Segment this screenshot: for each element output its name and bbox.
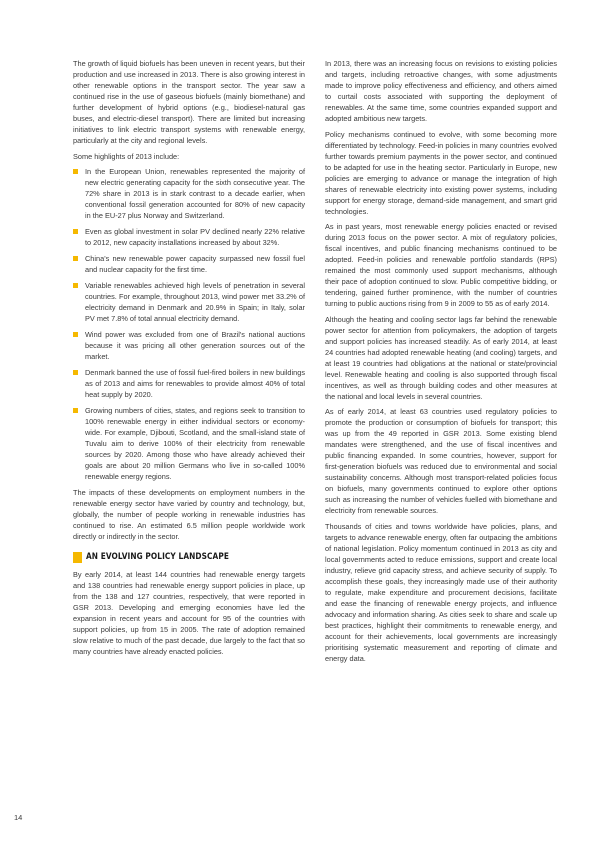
employment-paragraph: The impacts of these developments on employment numbers in the renewable energy sector have varied by country and technology, but, globally, the number of people working in renewable industries has continued to rise. An estimated 6.5 million people worldwide work directly or indirectly in the sector. (73, 488, 305, 541)
list-item (73, 166, 305, 221)
left-column (73, 58, 305, 662)
list-item-text: In the European Union, renewables represented the majority of new electric generating capacity for the sixth consecutive year. The 72% share in 2013 is in stark contrast to a decade earlier, when conventional fossil generation accounted for 80% of new capacity in the EU-27 plus Norway and Switzerland. (85, 167, 305, 220)
bullet-square-icon (73, 370, 78, 375)
list-item-text: Wind power was excluded from one of Brazil's national auctions because it was pricing all other generation sources out of the market. (85, 330, 305, 361)
bullet-square-icon (73, 256, 78, 261)
policy-paragraph: By early 2014, at least 144 countries had renewable energy targets and 138 countries had renewable energy support policies in place, up from the 138 and 127 countries, respectively, that were reported in GSR 2013. Developing and emerging economies have led the expansion in recent years and account for 95 of the countries with support policies, up from 15 in 2005. The rate of adoption remained slow relative to much of the past decade, due largely to the fact that so many countries have already enacted policies. (73, 570, 305, 656)
bullet-square-icon (73, 169, 78, 174)
paragraph: As in past years, most renewable energy policies enacted or revised during 2013 focus on the power sector. A mix of regulatory policies, fiscal incentives, and public financing mechanisms continued to be adopted. Feed-in policies and renewable portfolio standards (RPS) remained the most commonly used support mechanisms, although their pace of adoption continued to slow. Public competitive bidding, or tendering, gained further prominence, with the number of countries turning to public auctions rising from 9 in 2009 to 55 as of early 2014. (325, 222, 557, 308)
paragraph: As of early 2014, at least 63 countries used regulatory policies to promote the production or consumption of biofuels for transport; this was up from the 49 reported in GSR 2013. Some existing blend mandates were strengthened, and the use of fiscal incentives and public financing expanded. In some countries, however, support for first-generation biofuels was reduced due to environmental and social sustainability concerns. Although most transport-related policies focus on biofuels, many governments continued to explore other options such as increasing the number of vehicles fuelled with biomethane and electricity from renewable sources. (325, 407, 557, 515)
right-column (325, 58, 557, 668)
bullet-square-icon (73, 408, 78, 413)
highlights-intro: Some highlights of 2013 include: (73, 151, 180, 161)
section-heading (73, 552, 305, 563)
section-heading-text: AN EVOLVING POLICY LANDSCAPE (86, 552, 229, 562)
bullet-square-icon (73, 283, 78, 288)
list-item-text: Even as global investment in solar PV declined nearly 22% relative to 2012, new capacity installations increased by about 32%. (85, 227, 305, 247)
list-item-text: Denmark banned the use of fossil fuel-fired boilers in new buildings as of 2013 and aims for renewables to provide almost 40% of total heat supply by 2020. (85, 368, 305, 399)
list-item (73, 329, 305, 362)
page-number: 14 (14, 813, 23, 822)
list-item (73, 280, 305, 324)
intro-paragraph: The growth of liquid biofuels has been uneven in recent years, but their production and use increased in 2013. There is also growing interest in other renewable options in the transport sector. The year saw a continued rise in the use of gaseous biofuels (mainly biomethane) and further development of hybrid options (e.g., biodiesel-natural gas buses, and electric-diesel transport). There are limited but increasing initiatives to link electric transport systems with renewable energy, particularly at the city and regional levels. (73, 59, 305, 145)
heading-square-icon (73, 552, 82, 563)
paragraph: In 2013, there was an increasing focus on revisions to existing policies and targets, including retroactive changes, with some adjustments made to improve policy effectiveness and efficiency, and others aimed to curtail costs associated with supporting the deployment of renewables. At the same time, some countries expanded support and adopted ambitious new targets. (325, 59, 557, 123)
list-item-text: China's new renewable power capacity surpassed new fossil fuel and nuclear capacity for the first time. (85, 254, 305, 274)
list-item-text: Variable renewables achieved high levels of penetration in several countries. For example, throughout 2013, wind power met 33.2% of electricity demand in Denmark and 20.9% in Spain; in Italy, solar PV met 7.8% of total annual electricity demand. (85, 281, 305, 323)
highlights-list (73, 166, 305, 482)
bullet-square-icon (73, 229, 78, 234)
paragraph: Policy mechanisms continued to evolve, with some becoming more differentiated by technology. Feed-in policies in many countries evolved further towards premium payments in the power sector, and continued to be adapted for use in the heating sector. Particularly in Europe, new policies are emerging to advance or manage the integration of high shares of renewable electricity into existing power systems, including support for energy storage, demand-side management, and smart grid technologies. (325, 129, 557, 216)
list-item (73, 367, 305, 400)
bullet-square-icon (73, 332, 78, 337)
paragraph: Thousands of cities and towns worldwide have policies, plans, and targets to advance renewable energy, often far outpacing the ambitions of national legislation. Policy momentum continued in 2013 as city and local governments acted to reduce emissions, support and create local industry, relieve grid capacity stress, and achieve security of supply. To accomplish these goals, they increasingly made use of their authority to regulate, make expenditure and procurement decisions, facilitate and ease the financing of renewable energy projects, and influence advocacy and information sharing. As cities seek to share and scale up best practices, highlight their commitments to renewable energy, and account for their achievements, local governments are increasingly prioritising systematic measurement and reporting of climate and energy data. (325, 521, 557, 663)
list-item (73, 226, 305, 248)
list-item (73, 405, 305, 482)
list-item-text: Growing numbers of cities, states, and regions seek to transition to 100% renewable energy in either individual sectors or economy-wide. For example, Djibouti, Scotland, and the small-island state of Tuvalu aim to derive 100% of their electricity from renewable sources by 2020. Among those who have already achieved their goals are about 20 million Germans who live in so-called 100% renewable energy regions. (85, 406, 305, 481)
paragraph: Although the heating and cooling sector lags far behind the renewable power sector for attention from policymakers, the adoption of targets and support policies has increased steadily. As of early 2014, at least 24 countries had adopted renewable heating (and cooling) targets, and at least 19 countries had obligations at the national or state/provincial level. Renewable heating and cooling is also supported through fiscal incentives, as well as through building codes and other measures at the national and local levels in several countries. (325, 314, 557, 401)
list-item (73, 253, 305, 275)
